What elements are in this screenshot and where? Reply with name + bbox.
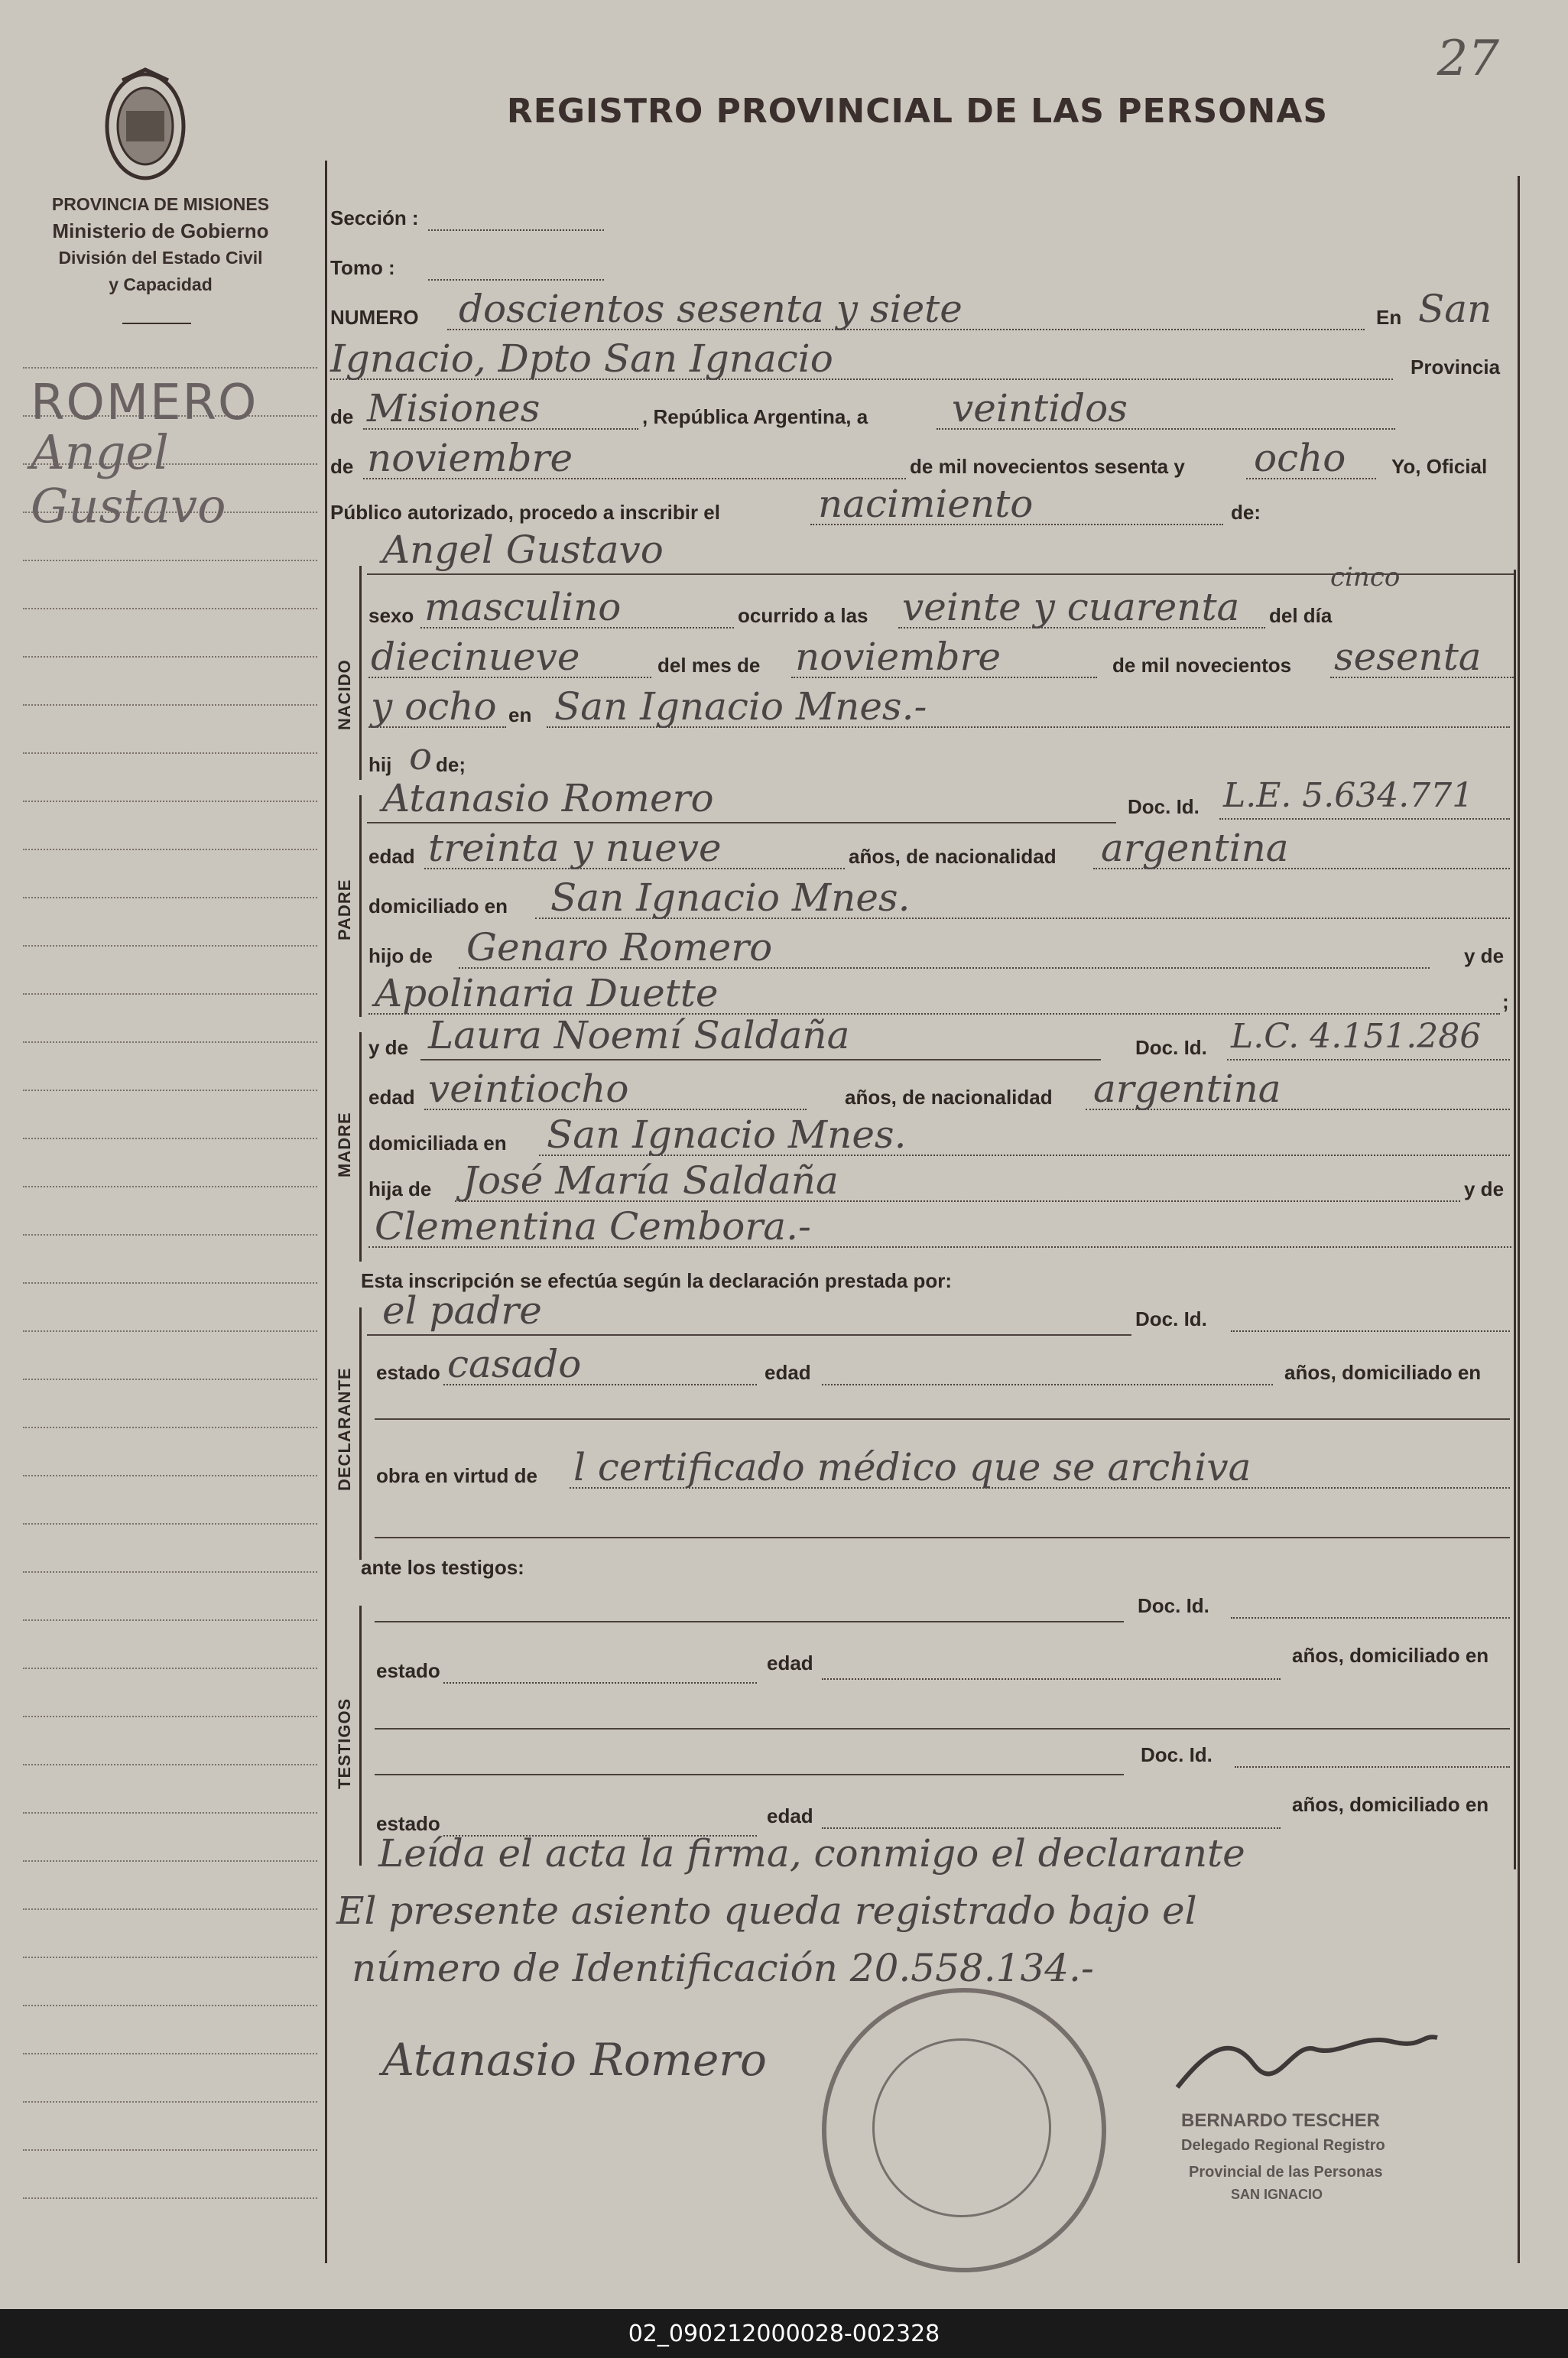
dia-nac-value[interactable]: diecinueve xyxy=(371,635,580,679)
official-name: BERNARDO TESCHER xyxy=(1181,2110,1381,2131)
declarante-estado-value[interactable]: casado xyxy=(447,1342,582,1386)
testigo2-line[interactable] xyxy=(375,1774,1124,1775)
margin-rule-line xyxy=(23,1764,317,1765)
declarante-section-label: DECLARANTE xyxy=(335,1367,354,1491)
official-stamp-icon xyxy=(822,1988,1106,2272)
margin-rule-line xyxy=(23,1523,317,1525)
margin-rule-line xyxy=(23,1668,317,1669)
agency-header xyxy=(8,191,313,298)
margin-surname: ROMERO xyxy=(31,375,258,431)
margin-rule-line xyxy=(23,2197,317,2199)
de2-label: de xyxy=(330,455,354,478)
margin-rule-line xyxy=(23,752,317,754)
seccion-label: Sección : xyxy=(330,206,419,229)
hij-label: hij xyxy=(368,753,392,776)
abuela-m-value[interactable]: Clementina Cembora.- xyxy=(375,1204,811,1249)
margin-rule-line xyxy=(23,945,317,947)
margin-rule-line xyxy=(23,1908,317,1910)
official-stamp-inner xyxy=(872,2038,1051,2217)
margin-rule-line xyxy=(23,1619,317,1621)
madre-doc-value[interactable]: L.C. 4.151.286 xyxy=(1231,1017,1482,1056)
official-title-1: Delegado Regional Registro xyxy=(1181,2137,1385,2154)
nacido-section-label: NACIDO xyxy=(335,659,354,730)
declarante-section-border xyxy=(359,1307,362,1560)
padre-section-label: PADRE xyxy=(335,879,354,940)
padre-dom-value[interactable]: San Ignacio Mnes. xyxy=(550,875,911,920)
margin-rule-line xyxy=(23,560,317,561)
official-signature-icon xyxy=(1162,2019,1453,2103)
hora-value[interactable]: veinte y cuarenta xyxy=(902,585,1240,629)
testigo1-estado-label: estado xyxy=(376,1659,440,1682)
margin-rule-line xyxy=(23,849,317,850)
mes-value[interactable]: noviembre xyxy=(367,436,573,480)
de-colon-label: de: xyxy=(1231,501,1261,524)
margin-rule-line xyxy=(23,1571,317,1573)
declarante-doc-line[interactable] xyxy=(1231,1330,1510,1332)
acto-value[interactable]: nacimiento xyxy=(818,482,1034,526)
declarant-signature: Atanasio Romero xyxy=(382,2034,767,2086)
hij-de-label: de; xyxy=(436,753,466,776)
margin-rule-line xyxy=(23,367,317,369)
obra-line-2 xyxy=(375,1537,1510,1538)
agency-line-4: y Capacidad xyxy=(109,274,213,294)
declarante-estado-label: estado xyxy=(376,1361,440,1384)
official-title-2: Provincial de las Personas xyxy=(1189,2164,1383,2181)
madre-doc-line xyxy=(1227,1059,1510,1060)
testigo2-estado-label: estado xyxy=(376,1812,440,1835)
margin-given-1: Angel xyxy=(31,424,169,480)
numero-value[interactable]: doscientos sesenta y siete xyxy=(459,287,963,331)
numero-label: NUMERO xyxy=(330,306,419,329)
agency-line-2: Ministerio de Gobierno xyxy=(52,219,269,242)
margin-rule-line xyxy=(23,1427,317,1428)
lugar-nac-value[interactable]: San Ignacio Mnes.- xyxy=(554,684,927,729)
inner-right-border xyxy=(1514,570,1516,1869)
cinco-value[interactable]: cinco xyxy=(1330,562,1401,593)
main-left-border xyxy=(325,161,327,2263)
padre-doc-line xyxy=(1219,818,1510,820)
nacido-section-border xyxy=(359,566,362,780)
margin-rule-line xyxy=(23,2005,317,2006)
esta-inscripcion-label: Esta inscripción se efectúa según la declaración prestada por: xyxy=(361,1269,953,1292)
en-label: En xyxy=(1376,306,1402,329)
madre-y-de-label: y de xyxy=(368,1036,409,1059)
madre-nac-label: años, de nacionalidad xyxy=(845,1086,1053,1109)
file-id-footer: 02_090212000028-002328 xyxy=(0,2309,1568,2358)
margin-rule-line xyxy=(23,1957,317,1958)
provincia-label: Provincia xyxy=(1411,356,1501,378)
margin-rule-line xyxy=(23,1716,317,1717)
madre-doc-label: Doc. Id. xyxy=(1135,1036,1207,1059)
margin-rule-line xyxy=(23,656,317,658)
en2-label: en xyxy=(508,703,532,726)
margin-rule-line xyxy=(23,2149,317,2151)
sexo-value[interactable]: masculino xyxy=(424,585,622,629)
dia-value[interactable]: veintidos xyxy=(952,386,1128,430)
madre-dom-label: domiciliada en xyxy=(368,1132,507,1155)
y-ocho-value[interactable]: y ocho xyxy=(371,684,497,729)
testigo1-edad-line[interactable] xyxy=(822,1678,1281,1680)
de-mil-nov-label: de mil novecientos xyxy=(1112,654,1292,677)
testigo1-doc-label: Doc. Id. xyxy=(1138,1594,1209,1617)
en-value[interactable]: San xyxy=(1418,287,1492,331)
ano-value[interactable]: ocho xyxy=(1254,436,1346,480)
margin-rule-line xyxy=(23,608,317,609)
agency-line-1: PROVINCIA DE MISIONES xyxy=(51,194,270,214)
testigo1-anos-dom-label: años, domiciliado en xyxy=(1292,1644,1489,1667)
padre-nombre-value[interactable]: Atanasio Romero xyxy=(382,776,714,820)
margin-rule-line xyxy=(23,1138,317,1139)
del-dia-label: del día xyxy=(1269,604,1333,627)
margin-given-2: Gustavo xyxy=(31,478,226,534)
testigos-section-label: TESTIGOS xyxy=(335,1697,354,1789)
madre-section-border xyxy=(359,1032,362,1262)
margin-rule-line xyxy=(23,2053,317,2054)
page-number: 27 xyxy=(1437,31,1499,87)
testigo1-line[interactable] xyxy=(375,1621,1124,1622)
declarante-value[interactable]: el padre xyxy=(382,1288,542,1333)
agency-line-3: División del Estado Civil xyxy=(58,248,263,268)
testigo1-edad-label: edad xyxy=(767,1652,813,1674)
del-mes-label: del mes de xyxy=(657,654,761,677)
obra-value[interactable]: l certificado médico que se archiva xyxy=(573,1445,1251,1489)
cierre-linea-2: El presente asiento queda registrado bajo el xyxy=(336,1889,1197,1933)
sexo-label: sexo xyxy=(368,604,414,627)
page-title: REGISTRO PROVINCIAL DE LAS PERSONAS xyxy=(506,92,1329,131)
testigo2-edad-line[interactable] xyxy=(822,1827,1281,1829)
seccion-line[interactable] xyxy=(428,229,604,231)
tomo-label: Tomo : xyxy=(330,256,395,279)
declarante-edad-label: edad xyxy=(765,1361,811,1384)
madre-edad-value[interactable]: veintiocho xyxy=(428,1067,629,1111)
padre-nac-value[interactable]: argentina xyxy=(1101,826,1289,870)
obra-label: obra en virtud de xyxy=(376,1464,537,1487)
republica-label: , República Argentina, a xyxy=(642,405,868,428)
testigo2-edad-label: edad xyxy=(767,1804,813,1827)
margin-rule-line xyxy=(23,1186,317,1187)
testigo1-dom-line[interactable] xyxy=(375,1728,1510,1730)
padre-nac-label: años, de nacionalidad xyxy=(849,845,1057,868)
declarante-anos-dom-label: años, domiciliado en xyxy=(1284,1361,1482,1384)
de-label: de xyxy=(330,405,354,428)
madre-section-label: MADRE xyxy=(335,1112,354,1177)
testigos-section-border xyxy=(359,1606,362,1866)
testigo1-doc-line[interactable] xyxy=(1231,1617,1510,1619)
margin-rule-line xyxy=(23,1330,317,1332)
ocurrido-label: ocurrido a las xyxy=(738,604,868,627)
madre-hija-de-label: hija de xyxy=(368,1177,432,1200)
provincial-seal-icon xyxy=(99,65,191,187)
margin-rule-line xyxy=(23,1860,317,1862)
madre-dom-value[interactable]: San Ignacio Mnes. xyxy=(547,1112,907,1157)
margin-rule-line xyxy=(23,1090,317,1091)
main-right-border xyxy=(1518,176,1520,2263)
abuela-value[interactable]: Apolinaria Duette xyxy=(375,971,719,1015)
official-title-3: SAN IGNACIO xyxy=(1231,2187,1323,2202)
margin-column xyxy=(23,367,317,2233)
padre-doc-value[interactable]: L.E. 5.634.771 xyxy=(1223,776,1474,815)
margin-rule-line xyxy=(23,1475,317,1476)
declarante-doc-label: Doc. Id. xyxy=(1135,1307,1207,1330)
testigo2-doc-line[interactable] xyxy=(1235,1766,1510,1768)
declarante-dom-line[interactable] xyxy=(375,1418,1510,1420)
ano-nac-value[interactable]: sesenta xyxy=(1334,635,1482,679)
testigo1-estado-line[interactable] xyxy=(443,1682,757,1684)
madre-y-de-label-2: y de xyxy=(1464,1177,1505,1200)
padre-dom-label: domiciliado en xyxy=(368,895,508,918)
hij-suffix-value[interactable]: o xyxy=(409,734,433,778)
nombre-value[interactable]: Angel Gustavo xyxy=(382,528,664,572)
margin-rule-line xyxy=(23,1379,317,1380)
provincia-value[interactable]: Misiones xyxy=(367,386,541,430)
agency-divider xyxy=(122,323,191,324)
margin-rule-line xyxy=(23,2101,317,2103)
padre-hijo-de-label: hijo de xyxy=(368,944,433,967)
padre-edad-label: edad xyxy=(368,845,415,868)
abuelo-value[interactable]: Genaro Romero xyxy=(466,925,773,970)
mes-nac-value[interactable]: noviembre xyxy=(795,635,1002,679)
margin-rule-line xyxy=(23,801,317,802)
lugar-value[interactable]: Ignacio, Dpto San Ignacio xyxy=(330,336,833,381)
yo-oficial-label: Yo, Oficial xyxy=(1391,455,1488,478)
semicolon-label: ; xyxy=(1502,990,1509,1013)
tomo-line[interactable] xyxy=(428,279,604,281)
padre-section-border xyxy=(359,795,362,1017)
margin-rule-line xyxy=(23,1234,317,1236)
padre-nombre-line xyxy=(367,822,1116,823)
testigo2-doc-label: Doc. Id. xyxy=(1141,1743,1213,1766)
margin-rule-line xyxy=(23,1282,317,1284)
margin-rule-line xyxy=(23,1041,317,1043)
padre-edad-value[interactable]: treinta y nueve xyxy=(428,826,722,870)
ante-testigos-label: ante los testigos: xyxy=(361,1556,524,1579)
madre-nombre-line xyxy=(420,1059,1101,1060)
mil-nov-label: de mil novecientos sesenta y xyxy=(910,455,1185,478)
madre-nac-value[interactable]: argentina xyxy=(1093,1067,1281,1111)
madre-edad-label: edad xyxy=(368,1086,415,1109)
cierre-linea-1: Leída el acta la firma, conmigo el declarante xyxy=(378,1831,1245,1876)
declarante-edad-line[interactable] xyxy=(822,1384,1273,1385)
margin-rule-line xyxy=(23,1812,317,1814)
abuelo-m-value[interactable]: José María Saldaña xyxy=(463,1158,839,1203)
margin-rule-line xyxy=(23,704,317,706)
margin-rule-line xyxy=(23,993,317,995)
madre-nombre-value[interactable]: Laura Noemí Saldaña xyxy=(428,1013,850,1057)
publico-label: Público autorizado, procedo a inscribir el xyxy=(330,501,720,524)
testigo2-anos-dom-label: años, domiciliado en xyxy=(1292,1793,1489,1816)
padre-doc-label: Doc. Id. xyxy=(1128,795,1200,818)
margin-rule-line xyxy=(23,897,317,898)
cierre-linea-3: número de Identificación 20.558.134.- xyxy=(352,1946,1094,1990)
declarante-line xyxy=(367,1334,1131,1336)
padre-y-de-label: y de xyxy=(1464,944,1505,967)
